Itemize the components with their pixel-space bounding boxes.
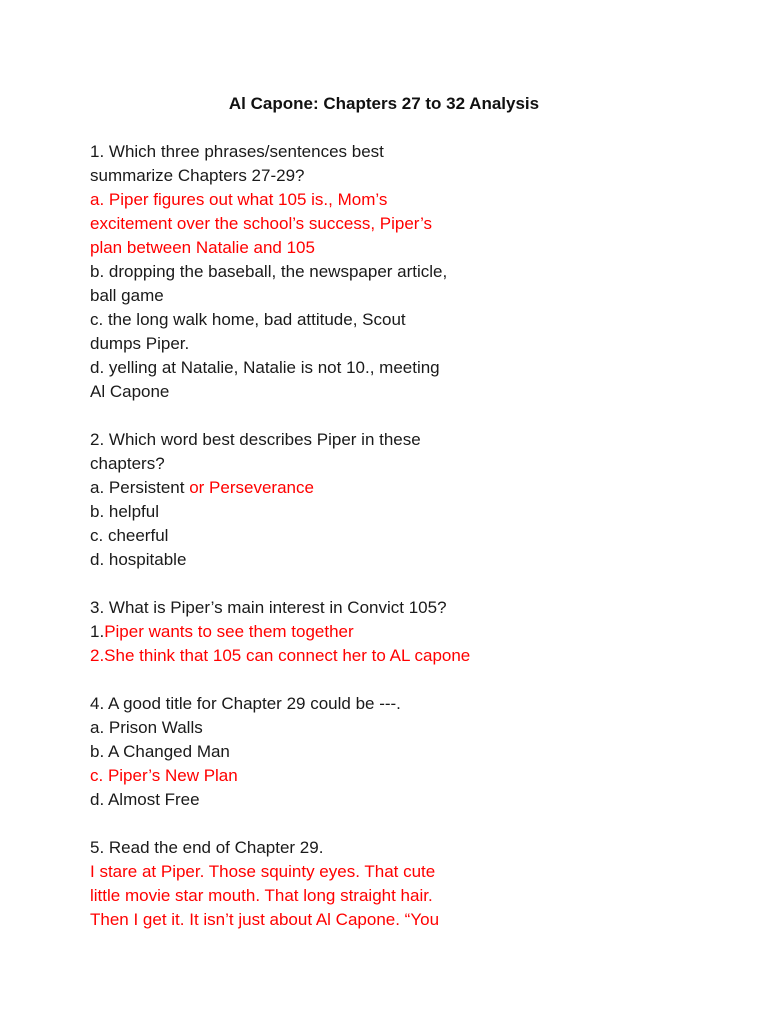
spacer (90, 668, 510, 692)
q3-answer-2: 2.She think that 105 can connect her to AL capone (90, 646, 471, 665)
spacer (90, 812, 510, 836)
q2-option-d: d. hospitable (90, 550, 187, 569)
q4-option-a: a. Prison Walls (90, 718, 203, 737)
q4-prompt: 4. A good title for Chapter 29 could be ---. (90, 694, 401, 713)
q1-option-a-line-3: plan between Natalie and 105 (90, 238, 315, 257)
q5-quote-line-1: I stare at Piper. Those squinty eyes. That cute (90, 862, 436, 881)
q3-answer-1-text: Piper wants to see them together (104, 622, 354, 641)
q1-option-d-line-1: d. yelling at Natalie, Natalie is not 10., meeting (90, 358, 440, 377)
q1-option-b-line-2: ball game (90, 286, 164, 305)
q5-quote-line-2: little movie star mouth. That long straight hair. (90, 886, 433, 905)
q2-prompt-line-2: chapters? (90, 454, 165, 473)
spacer (90, 572, 510, 596)
q1-option-d-line-2: Al Capone (90, 382, 170, 401)
q3-prompt: 3. What is Piper’s main interest in Convict 105? (90, 598, 447, 617)
q2-prompt-line-1: 2. Which word best describes Piper in these (90, 430, 421, 449)
q1-option-c-line-2: dumps Piper. (90, 334, 190, 353)
q1-prompt-line-1: 1. Which three phrases/sentences best (90, 142, 384, 161)
q3-answer-1-number: 1. (90, 622, 105, 641)
q5-quote-line-3: Then I get it. It isn’t just about Al Capone. “You (90, 910, 440, 929)
q1-option-c-line-1: c. the long walk home, bad attitude, Scout (90, 310, 406, 329)
q1-option-b-line-1: b. dropping the baseball, the newspaper article, (90, 262, 448, 281)
q1-option-a-line-1: a. Piper figures out what 105 is., Mom’s (90, 190, 388, 209)
q4-option-c: c. Piper’s New Plan (90, 766, 238, 785)
q4-option-b: b. A Changed Man (90, 742, 230, 761)
spacer (90, 404, 510, 428)
q2-option-b: b. helpful (90, 502, 159, 521)
document-body (90, 140, 510, 932)
q4-option-d: d. Almost Free (90, 790, 200, 809)
q2-option-c: c. cheerful (90, 526, 169, 545)
q3-answer-1 (90, 620, 510, 644)
q2-option-a-text: a. Persistent (90, 478, 190, 497)
q5-prompt: 5. Read the end of Chapter 29. (90, 838, 324, 857)
q1-option-a-line-2: excitement over the school’s success, Piper’s (90, 214, 433, 233)
q1-prompt-line-2: summarize Chapters 27-29? (90, 166, 305, 185)
q2-option-a-note: or Perseverance (189, 478, 314, 497)
document-title: Al Capone: Chapters 27 to 32 Analysis (228, 94, 540, 113)
q2-option-a (90, 476, 510, 500)
